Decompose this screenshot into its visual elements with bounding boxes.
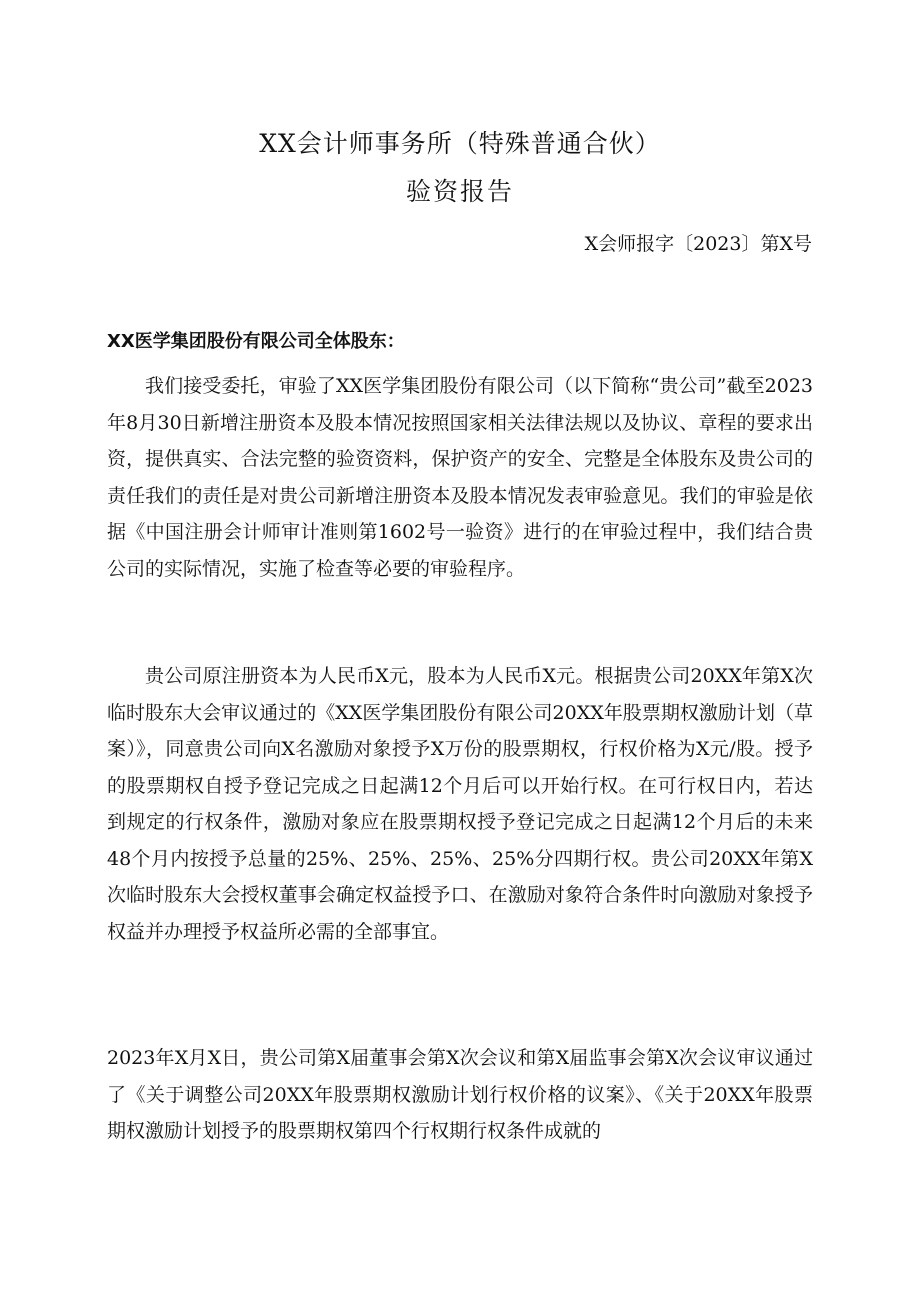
report-number: X会师报字〔2023〕第X号 xyxy=(584,233,812,255)
salutation: XX医学集团股份有限公司全体股东： xyxy=(107,331,405,352)
report-title: 验资报告 xyxy=(405,177,514,206)
firm-title: XX会计师事务所（特殊普通合伙） xyxy=(259,129,661,158)
paragraph-board-resolution: 2023年X月X日，贵公司第X届董事会第X次会议和第X届监事会第X次会议审议通过了《关于调整公司20XX年股票期权激励计划行权价格的议案》、《关于20XX年股票期权激励计划授予的股票期权第四个行权期行权条件成就的 xyxy=(107,1047,813,1142)
paragraph-capital-background: 贵公司原注册资本为人民币X元，股本为人民币X元。根据贵公司20XX年第X次临时股东大会审议通过的《XX医学集团股份有限公司20XX年股票期权激励计划（草案）》，同意贵公司向X名激励对象授予X万份的股票期权，行权价格为X元/股。授予的股票期权自授予登记完成之日起满12个月后可以开始行权。在可行权日内，若达到规定的行权条件，激励对象应在股票期权授予登记完成之日起满12个月后的未来48个月内按授予总量的25%、25%、25%、25%分四期行权。贵公司20XX年第X次临时股东大会授权董事会确定权益授予口、在激励对象符合条件时向激励对象授予权益并办理授予权益所必需的全部事宜。 xyxy=(107,665,813,943)
paragraph-engagement: 我们接受委托，审验了XX医学集团股份有限公司（以下简称“贵公司”截至2023年8月30日新增注册资本及股本情况按照国家相关法律法规以及协议、章程的要求出资，提供真实、合法完整的验资资料，保护资产的安全、完整是全体股东及贵公司的责任我们的责任是对贵公司新增注册资本及股本情况发表审验意见。我们的审验是依据《中国注册会计师审计准则第1602号一验资》进行的在审验过程中，我们结合贵公司的实际情况，实施了检查等必要的审验程序。 xyxy=(107,375,813,580)
